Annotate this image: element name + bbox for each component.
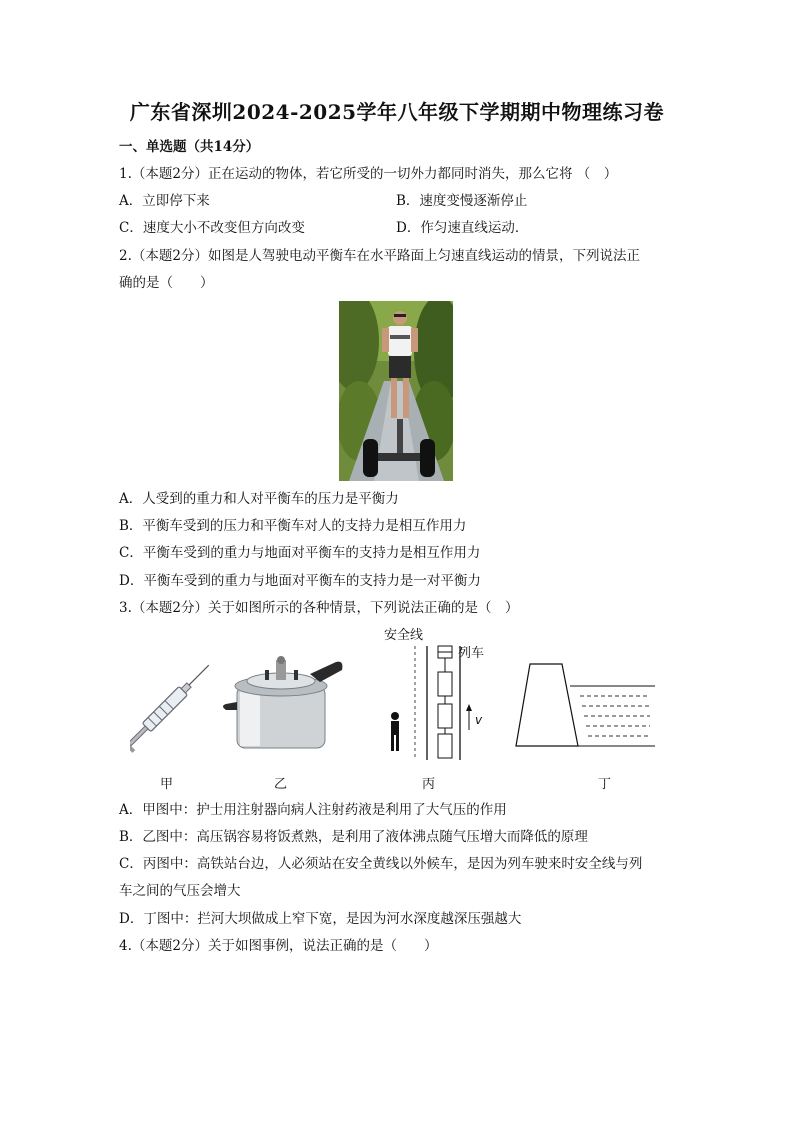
q1-option-d: D．作匀速直线运动． <box>396 220 529 236</box>
section-heading: 一、单选题（共14分） <box>119 139 260 155</box>
syringe-illustration <box>130 660 214 753</box>
train-label: 列车 <box>458 646 485 661</box>
q2-option-c: C．平衡车受到的重力与地面对平衡车的支持力是相互作用力 <box>119 545 481 561</box>
q2-option-a: A．人受到的重力和人对平衡车的压力是平衡力 <box>119 491 399 507</box>
q3-option-c-line2: 车之间的气压会增大 <box>119 883 241 899</box>
q4-stem: 4.（本题2分）关于如图事例，说法正确的是（ ） <box>119 938 438 954</box>
q2-option-d: D．平衡车受到的重力与地面对平衡车的支持力是一对平衡力 <box>119 573 481 589</box>
page-title: 广东省深圳2024-2025学年八年级下学期期中物理练习卷 <box>129 100 665 124</box>
q1-option-a: A．立即停下来 <box>119 193 210 209</box>
q3-option-d: D．丁图中：拦河大坝做成上窄下宽，是因为河水深度越深压强越大 <box>119 911 522 927</box>
safety-line-label: 安全线 <box>384 628 424 643</box>
q3-figure <box>130 624 670 794</box>
velocity-label: v <box>475 713 483 727</box>
fig-label-ding: 丁 <box>598 777 612 792</box>
q3-option-a: A．甲图中：护士用注射器向病人注射药液是利用了大气压的作用 <box>119 802 507 818</box>
q1-option-c: C．速度大小不改变但方向改变 <box>119 220 305 236</box>
q3-option-c-line1: C．丙图中：高铁站台边，人必须站在安全黄线以外候车，是因为列车驶来时安全线与列 <box>119 856 643 872</box>
dam-diagram <box>516 664 655 746</box>
q3-stem: 3.（本题2分）关于如图所示的各种情景，下列说法正确的是（ ） <box>119 600 519 616</box>
q2-stem-line1: 2.（本题2分）如图是人驾驶电动平衡车在水平路面上匀速直线运动的情景，下列说法正 <box>119 248 640 264</box>
balance-scooter-photo <box>339 301 453 481</box>
train-platform-diagram <box>384 627 484 760</box>
pressure-cooker-illustration <box>223 656 342 748</box>
q1-option-b: B．速度变慢逐渐停止 <box>396 193 528 209</box>
q2-stem-line2: 确的是（ ） <box>119 275 214 291</box>
q3-option-b: B．乙图中：高压锅容易将饭煮熟，是利用了液体沸点随气压增大而降低的原理 <box>119 829 588 845</box>
fig-label-yi: 乙 <box>274 777 288 792</box>
fig-label-jia: 甲 <box>160 777 174 792</box>
q1-stem: 1.（本题2分）正在运动的物体，若它所受的一切外力都同时消失，那么它将 （ ） <box>119 166 618 182</box>
q2-option-b: B．平衡车受到的压力和平衡车对人的支持力是相互作用力 <box>119 518 467 534</box>
fig-label-bing: 丙 <box>422 777 436 792</box>
